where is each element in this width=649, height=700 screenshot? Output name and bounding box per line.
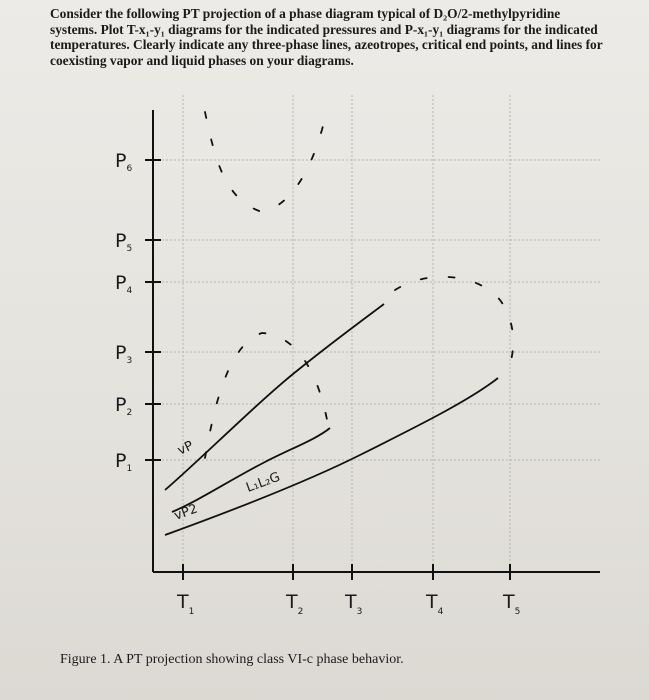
critical-loci (205, 112, 513, 458)
vapor-pressure-curve-2 (165, 378, 498, 535)
p3-label: $P_3$ (115, 342, 133, 366)
t1-label: $T_1$ (177, 591, 195, 617)
three-phase-line (172, 428, 330, 512)
p4-label: $P_4$ (115, 272, 133, 296)
p5-label: $P_5$ (115, 230, 133, 254)
vp2-annotation: vP2 (172, 501, 200, 524)
vapor-pressure-curve-1 (165, 304, 384, 490)
p6-label: $P_6$ (115, 150, 133, 174)
p1-label: $P_1$ (115, 450, 133, 474)
t2-label: $T_2$ (286, 591, 304, 617)
problem-line-1: Consider the following PT projection of a phase diagram typical of D₂O/2-methylpyridine (50, 6, 561, 21)
llg-annotation: L₁L₂G (244, 469, 283, 496)
t4-label: $T_4$ (426, 591, 444, 617)
vp1-annotation: vP (175, 438, 196, 459)
reference-grid (150, 95, 600, 572)
figure-caption: Figure 1. A PT projection showing class VI-c phase behavior. (60, 652, 404, 667)
t5-label: $T_5$ (503, 591, 521, 617)
t3-label: $T_3$ (345, 591, 363, 617)
problem-line-3: temperatures. Clearly indicate any three-phase lines, azeotropes, critical end points, and lines for (50, 37, 603, 53)
problem-line-2: systems. Plot T-x₁-y₁ diagrams for the indicated pressures and P-x₁-y₁ diagrams for the indicated (50, 21, 598, 37)
problem-line-4: coexisting vapor and liquid phases on your diagrams. (50, 52, 354, 68)
p2-label: $P_2$ (115, 394, 133, 418)
right-critical-locus (395, 277, 513, 378)
upper-critical-locus (205, 112, 325, 212)
axes (145, 110, 600, 580)
temperature-labels (176, 591, 520, 617)
pressure-labels (115, 150, 132, 474)
phase-curves (165, 304, 498, 535)
